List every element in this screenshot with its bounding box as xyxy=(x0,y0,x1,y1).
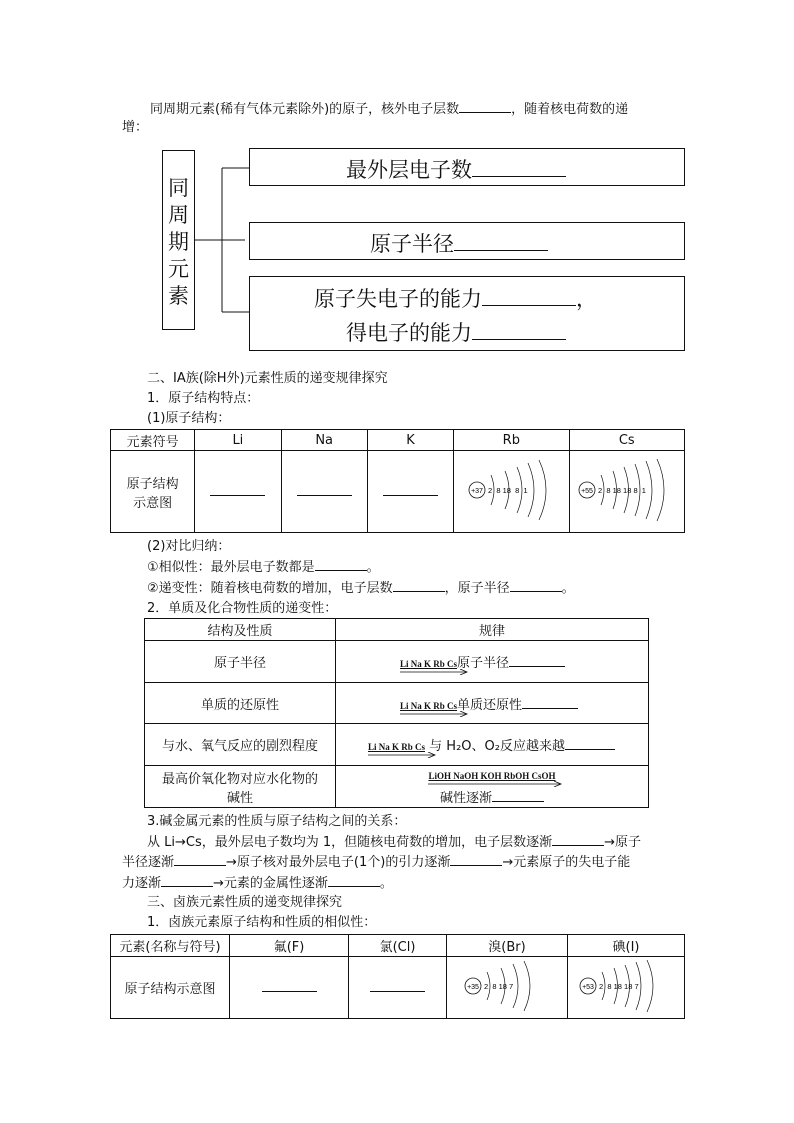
properties-table: 结构及性质 规律 原子半径 Li Na K Rb Cs 原子半径 单质的还原性 Li Na K Rb Cs 单质还原性 与水、氧气反应的剧烈程度 Li Na K Rb Cs 与 H₂O、O₂反应越来越 最高价氧化物对应水化物的 碱性 LiOH NaOH KOH RbOH CsOH 碱性逐渐 xyxy=(144,618,649,808)
relation-line-1: 从 Li→Cs，最外层电子数均为 1，但随核电荷数的增加，电子层数逐渐 →原子 xyxy=(147,835,642,850)
svg-text:+35: +35 xyxy=(467,983,479,991)
diagram-connector xyxy=(195,160,255,320)
section-3-subheading: 1．卤族元素原子结构和性质的相似性： xyxy=(147,915,377,930)
rb-atom-diagram xyxy=(454,451,569,533)
diagram-label-box: 同 周 期 元 素 xyxy=(162,150,195,330)
svg-text:2 8 18 18 7: 2 8 18 18 7 xyxy=(599,981,639,991)
blank xyxy=(297,483,352,496)
i-atom-diagram xyxy=(568,957,685,1019)
similarity-line: ①相似性：最外层电子数都是 。 xyxy=(147,560,380,575)
blank xyxy=(459,100,511,113)
cs-atom-diagram xyxy=(569,451,684,533)
subheading-1a: (1)原子结构： xyxy=(147,411,231,426)
subheading-2: 2．单质及化合物性质的递变性： xyxy=(147,601,338,616)
box-outer-electrons: 最外层电子数 xyxy=(249,148,685,186)
variation-line: ②递变性：随着核电荷数的增加，电子层数 ，原子半径 。 xyxy=(147,581,575,596)
svg-text:2 8 18 18 8 1: 2 8 18 18 8 1 xyxy=(597,485,646,495)
svg-text:2 8 18 8 1: 2 8 18 8 1 xyxy=(488,485,528,495)
intro-line-2: 增： xyxy=(122,120,149,135)
blank xyxy=(370,979,425,992)
alkali-structure-table: 元素符号 Li Na K Rb Cs 原子结构 示意图 +37 2 8 18 8 1 +55 2 8 18 18 8 1 xyxy=(110,429,685,533)
subheading-1b: (2)对比归纳： xyxy=(147,539,231,554)
blank xyxy=(383,483,438,496)
relation-line-2: 半径逐渐 →原子核对最外层电子(1个)的引力逐渐 →元素原子的失电子能 xyxy=(122,855,631,870)
svg-text:+55: +55 xyxy=(580,487,593,495)
br-atom-diagram xyxy=(447,957,568,1019)
section-2-title: 二、ⅠA族(除H外)元素性质的递变规律探究 xyxy=(147,371,388,386)
subheading-3: 3.碱金属元素的性质与原子结构之间的关系： xyxy=(147,814,407,829)
section-3-title: 三、卤族元素性质的递变规律探究 xyxy=(147,895,343,910)
svg-text:2 8 18 7: 2 8 18 7 xyxy=(484,981,514,991)
svg-text:+37: +37 xyxy=(471,487,484,495)
blank xyxy=(262,979,317,992)
halogen-structure-table: 元素(名称与符号) 氟(F) 氯(Cl) 溴(Br) 碘(I) 原子结构示意图 +35 2 8 18 7 +53 2 8 18 18 7 xyxy=(110,934,685,1019)
box-electron-ability: 原子失电子的能力 ， 得电子的能力 xyxy=(249,276,685,351)
intro-line-1: 同周期元素(稀有气体元素除外)的原子，核外电子层数 ，随着核电荷数的递 xyxy=(150,102,629,117)
row-label: 原子结构 示意图 xyxy=(111,451,195,533)
relation-line-3: 力逐渐 →元素的金属性逐渐 。 xyxy=(122,876,393,891)
blank xyxy=(210,483,265,496)
subheading-1: 1．原子结构特点： xyxy=(147,391,260,406)
box-atomic-radius: 原子半径 xyxy=(249,222,685,260)
svg-text:+53: +53 xyxy=(582,983,594,991)
